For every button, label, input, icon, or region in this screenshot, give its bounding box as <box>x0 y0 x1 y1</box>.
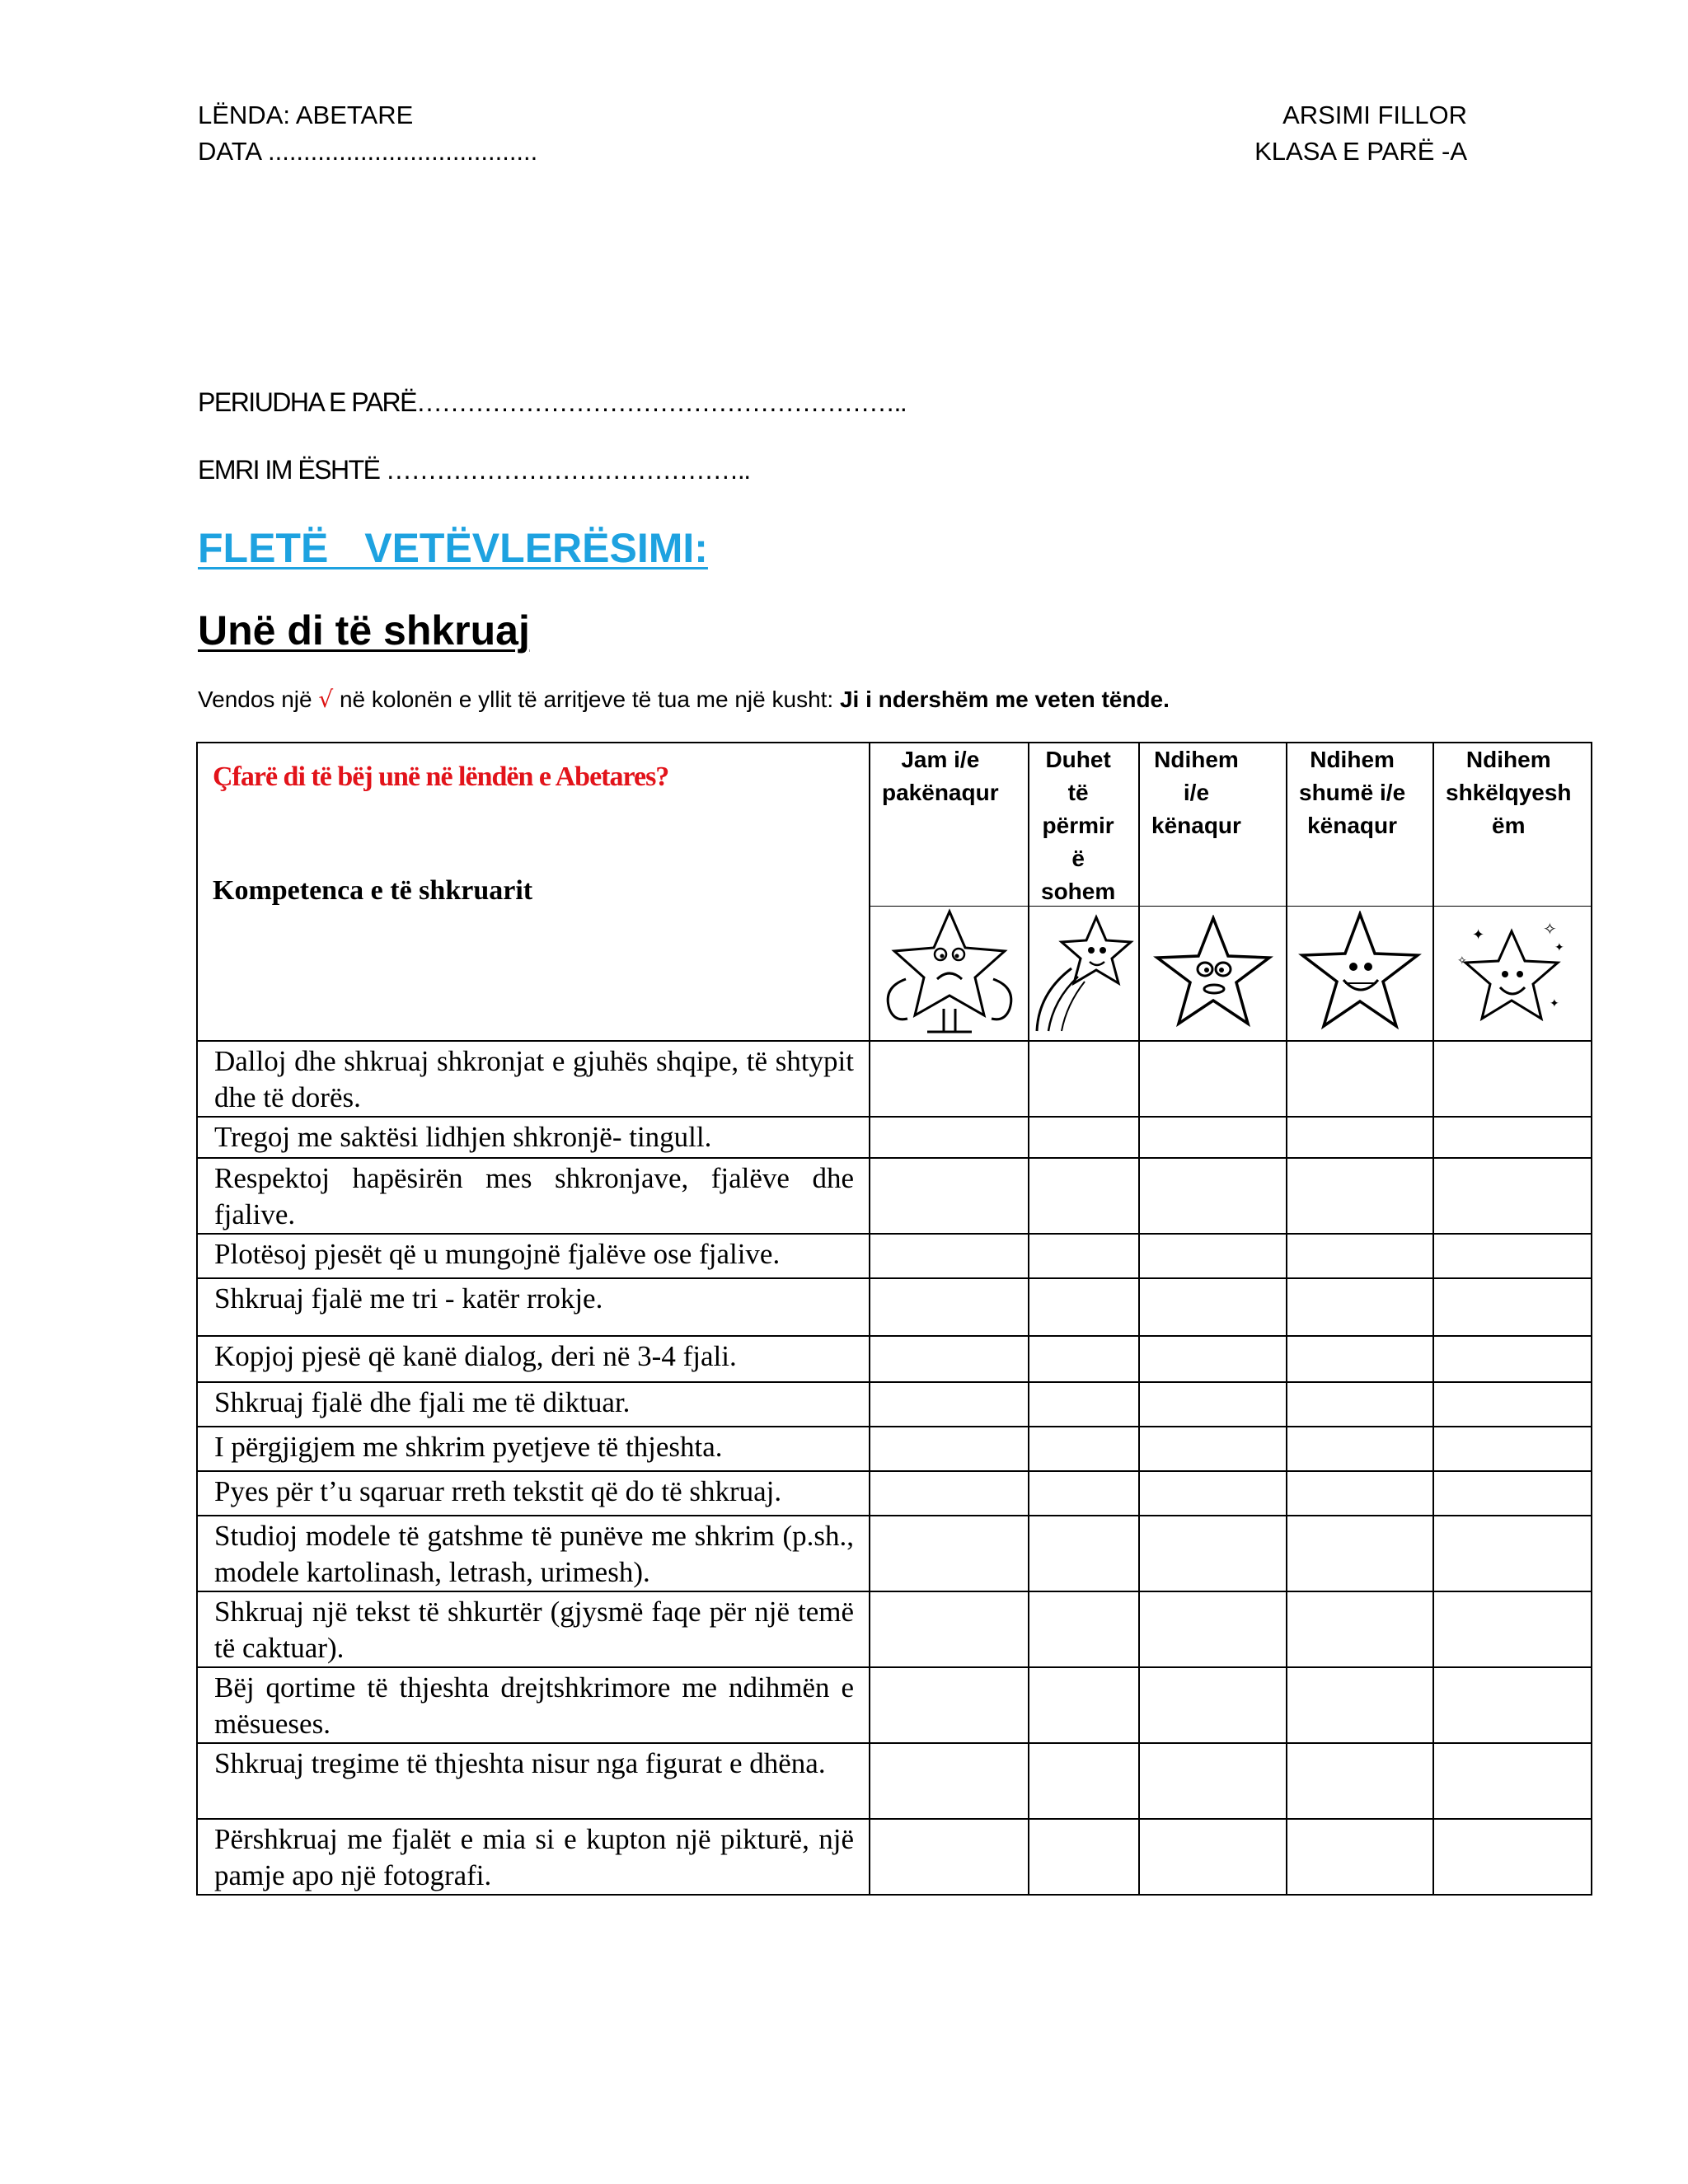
shooting-star-icon <box>1030 911 1137 1034</box>
rating-checkbox-cell[interactable] <box>1287 1382 1433 1427</box>
rating-checkbox-cell[interactable] <box>1287 1471 1433 1516</box>
competence-description <box>197 1278 870 1336</box>
rating-label: Jam i/e pakënaqur <box>882 747 999 805</box>
rating-column-3 <box>1139 743 1287 1041</box>
rating-checkbox-cell[interactable] <box>1287 1234 1433 1278</box>
rating-checkbox-cell[interactable] <box>1029 1336 1139 1382</box>
rating-checkbox-cell[interactable] <box>1433 1743 1592 1819</box>
table-row <box>197 1516 1592 1591</box>
rating-checkbox-cell[interactable] <box>1433 1041 1592 1117</box>
row-text: Studioj modele të gatshme të punëve me shkrim (p.sh., modele kartolinash, letrash, urimesh). <box>214 1520 854 1588</box>
rating-checkbox-cell[interactable] <box>1139 1516 1287 1591</box>
rating-checkbox-cell[interactable] <box>1287 1743 1433 1819</box>
subject-label: LËNDA: ABETARE <box>198 101 414 129</box>
rating-column-5 <box>1433 743 1592 1041</box>
instruction <box>198 686 1170 713</box>
row-text: Shkruaj fjalë me tri - katër rrokje. <box>214 1282 603 1315</box>
rating-checkbox-cell[interactable] <box>1287 1667 1433 1743</box>
period-field: PERIUDHA E PARË………………………………………………….. <box>198 387 907 417</box>
rating-checkbox-cell[interactable] <box>870 1667 1029 1743</box>
rating-checkbox-cell[interactable] <box>870 1591 1029 1667</box>
document-header-right <box>1254 97 1467 170</box>
row-text: Plotësoj pjesët që u mungojnë fjalëve ose fjalive. <box>214 1238 781 1270</box>
rating-checkbox-cell[interactable] <box>1029 1278 1139 1336</box>
rating-checkbox-cell[interactable] <box>1139 1471 1287 1516</box>
row-text: Shkruaj fjalë dhe fjali me të diktuar. <box>214 1386 631 1418</box>
rating-checkbox-cell[interactable] <box>1029 1234 1139 1278</box>
rating-checkbox-cell[interactable] <box>1433 1234 1592 1278</box>
grade-label: KLASA E PARË -A <box>1254 137 1467 166</box>
rating-checkbox-cell[interactable] <box>1029 1516 1139 1591</box>
rating-checkbox-cell[interactable] <box>1287 1819 1433 1895</box>
rating-checkbox-cell[interactable] <box>1433 1667 1592 1743</box>
rating-label: Ndihem i/e kënaqur <box>1151 747 1241 838</box>
rating-checkbox-cell[interactable] <box>1287 1591 1433 1667</box>
rating-checkbox-cell[interactable] <box>1139 1427 1287 1471</box>
rating-checkbox-cell[interactable] <box>1287 1427 1433 1471</box>
rating-checkbox-cell[interactable] <box>1029 1041 1139 1117</box>
checkmark-icon: √ <box>318 686 334 713</box>
rating-checkbox-cell[interactable] <box>870 1117 1029 1158</box>
competence-description <box>197 1158 870 1234</box>
competence-label: Kompetenca e të shkruarit <box>213 875 533 906</box>
table-row <box>197 1427 1592 1471</box>
sad-star-icon <box>873 908 1026 1037</box>
rating-checkbox-cell[interactable] <box>1029 1427 1139 1471</box>
rating-checkbox-cell[interactable] <box>1287 1117 1433 1158</box>
competence-description <box>197 1117 870 1158</box>
row-text: Bëj qortime të thjeshta drejtshkrimore me ndihmën e mësueses. <box>214 1671 854 1740</box>
rating-checkbox-cell[interactable] <box>1287 1336 1433 1382</box>
row-text: I përgjigjem me shkrim pyetjeve të thjeshta. <box>214 1431 723 1463</box>
rating-column-2 <box>1029 743 1139 1041</box>
rating-checkbox-cell[interactable] <box>1433 1117 1592 1158</box>
row-text: Pyes për t’u sqaruar rreth tekstit që do të shkruaj. <box>214 1475 782 1507</box>
sheet-title: FLETË VETËVLERËSIMI: <box>198 525 708 571</box>
rating-checkbox-cell[interactable] <box>1139 1336 1287 1382</box>
competence-description <box>197 1667 870 1743</box>
rating-checkbox-cell[interactable] <box>1029 1117 1139 1158</box>
rating-checkbox-cell[interactable] <box>1139 1041 1287 1117</box>
row-text: Tregoj me saktësi lidhjen shkronjë- tingull. <box>214 1121 712 1153</box>
excellent-star-icon <box>1451 915 1574 1030</box>
svg-text:✧: ✧ <box>1543 919 1557 939</box>
table-question: Çfarë di të bëj unë në lëndën e Abetares? <box>213 762 669 792</box>
rating-checkbox-cell[interactable] <box>1433 1336 1592 1382</box>
rating-checkbox-cell[interactable] <box>1433 1158 1592 1234</box>
table-row <box>197 1471 1592 1516</box>
rating-column-4 <box>1287 743 1433 1041</box>
rating-checkbox-cell[interactable] <box>870 1382 1029 1427</box>
rating-checkbox-cell[interactable] <box>1139 1667 1287 1743</box>
rating-checkbox-cell[interactable] <box>1029 1158 1139 1234</box>
rating-checkbox-cell[interactable] <box>1433 1516 1592 1591</box>
rating-checkbox-cell[interactable] <box>1287 1158 1433 1234</box>
instruction-pre: Vendos një <box>198 687 312 712</box>
table-row <box>197 1234 1592 1278</box>
rating-checkbox-cell[interactable] <box>1139 1743 1287 1819</box>
rating-checkbox-cell[interactable] <box>1287 1278 1433 1336</box>
document-header-left <box>198 97 537 170</box>
instruction-emphasis: Ji i ndershëm me veten tënde. <box>839 687 1170 712</box>
self-assessment-table <box>196 742 1592 1896</box>
table-row <box>197 1743 1592 1819</box>
rating-checkbox-cell[interactable] <box>1433 1278 1592 1336</box>
row-text: Kopjoj pjesë që kanë dialog, deri në 3-4 fjali. <box>214 1340 737 1372</box>
row-text: Respektoj hapësirën mes shkronjave, fjalëve dhe fjalive. <box>214 1162 854 1230</box>
rating-checkbox-cell[interactable] <box>1139 1278 1287 1336</box>
content-star-icon <box>1149 915 1278 1030</box>
competence-description <box>197 1819 870 1895</box>
rating-checkbox-cell[interactable] <box>870 1234 1029 1278</box>
row-text: Përshkruaj me fjalët e mia si e kupton një pikturë, një pamje apo një fotografi. <box>214 1823 854 1891</box>
table-row <box>197 1819 1592 1895</box>
rating-checkbox-cell[interactable] <box>870 1471 1029 1516</box>
rating-checkbox-cell[interactable] <box>1433 1591 1592 1667</box>
rating-label: Duhet të përmir ë sohem <box>1041 747 1116 904</box>
svg-text:✦: ✦ <box>1554 941 1564 954</box>
row-text: Shkruaj tregime të thjeshta nisur nga figurat e dhëna. <box>214 1747 826 1779</box>
rating-checkbox-cell[interactable] <box>1029 1471 1139 1516</box>
rating-checkbox-cell[interactable] <box>1029 1743 1139 1819</box>
competence-description <box>197 1041 870 1117</box>
table-header-row <box>197 743 1592 1041</box>
table-row <box>197 1158 1592 1234</box>
rating-checkbox-cell[interactable] <box>1029 1591 1139 1667</box>
table-row <box>197 1117 1592 1158</box>
rating-checkbox-cell[interactable] <box>870 1278 1029 1336</box>
table-row <box>197 1667 1592 1743</box>
rating-label: Ndihem shkëlqyesh ëm <box>1446 747 1572 838</box>
svg-text:✧: ✧ <box>1457 954 1467 968</box>
date-field: DATA ...................................... <box>198 137 538 166</box>
svg-text:✦: ✦ <box>1550 997 1559 1010</box>
competence-description <box>197 1427 870 1471</box>
table-row <box>197 1041 1592 1117</box>
rating-checkbox-cell[interactable] <box>870 1516 1029 1591</box>
happy-star-icon <box>1296 911 1424 1034</box>
rating-checkbox-cell[interactable] <box>1433 1471 1592 1516</box>
rating-label: Ndihem shumë i/e kënaqur <box>1299 747 1406 838</box>
competence-description <box>197 1516 870 1591</box>
rating-checkbox-cell[interactable] <box>1287 1516 1433 1591</box>
competence-description <box>197 1382 870 1427</box>
header-description-cell <box>197 743 870 1041</box>
row-text: Dalloj dhe shkruaj shkronjat e gjuhës shqipe, të shtypit dhe të dorës. <box>214 1045 854 1113</box>
competence-description <box>197 1591 870 1667</box>
table-row <box>197 1591 1592 1667</box>
rating-checkbox-cell[interactable] <box>1433 1382 1592 1427</box>
rating-checkbox-cell[interactable] <box>1139 1382 1287 1427</box>
rating-checkbox-cell[interactable] <box>1029 1382 1139 1427</box>
rating-checkbox-cell[interactable] <box>1139 1117 1287 1158</box>
rating-checkbox-cell[interactable] <box>870 1041 1029 1117</box>
competence-description <box>197 1471 870 1516</box>
rating-checkbox-cell[interactable] <box>1029 1667 1139 1743</box>
rating-checkbox-cell[interactable] <box>1433 1819 1592 1895</box>
instruction-mid: në kolonën e yllit të arritjeve të tua me një kusht: <box>339 687 834 712</box>
competence-description <box>197 1336 870 1382</box>
rating-checkbox-cell[interactable] <box>1029 1819 1139 1895</box>
name-field: EMRI IM ËSHTË …………………………………….. <box>198 455 750 485</box>
rating-checkbox-cell[interactable] <box>1139 1819 1287 1895</box>
rating-checkbox-cell[interactable] <box>1287 1041 1433 1117</box>
competence-description <box>197 1743 870 1819</box>
competence-description <box>197 1234 870 1278</box>
rating-checkbox-cell[interactable] <box>870 1427 1029 1471</box>
table-row <box>197 1336 1592 1382</box>
rating-checkbox-cell[interactable] <box>870 1743 1029 1819</box>
rating-checkbox-cell[interactable] <box>1139 1234 1287 1278</box>
sheet-subtitle: Unë di të shkruaj <box>198 607 530 654</box>
rating-checkbox-cell[interactable] <box>870 1336 1029 1382</box>
rating-checkbox-cell[interactable] <box>870 1819 1029 1895</box>
school-level-label: ARSIMI FILLOR <box>1282 101 1467 129</box>
row-text: Shkruaj një tekst të shkurtër (gjysmë faqe për një temë të caktuar). <box>214 1596 854 1664</box>
rating-checkbox-cell[interactable] <box>1433 1427 1592 1471</box>
table-row <box>197 1278 1592 1336</box>
table-row <box>197 1382 1592 1427</box>
rating-checkbox-cell[interactable] <box>1139 1158 1287 1234</box>
svg-text:✦: ✦ <box>1472 926 1485 944</box>
rating-column-1 <box>870 743 1029 1041</box>
rating-checkbox-cell[interactable] <box>1139 1591 1287 1667</box>
rating-checkbox-cell[interactable] <box>870 1158 1029 1234</box>
